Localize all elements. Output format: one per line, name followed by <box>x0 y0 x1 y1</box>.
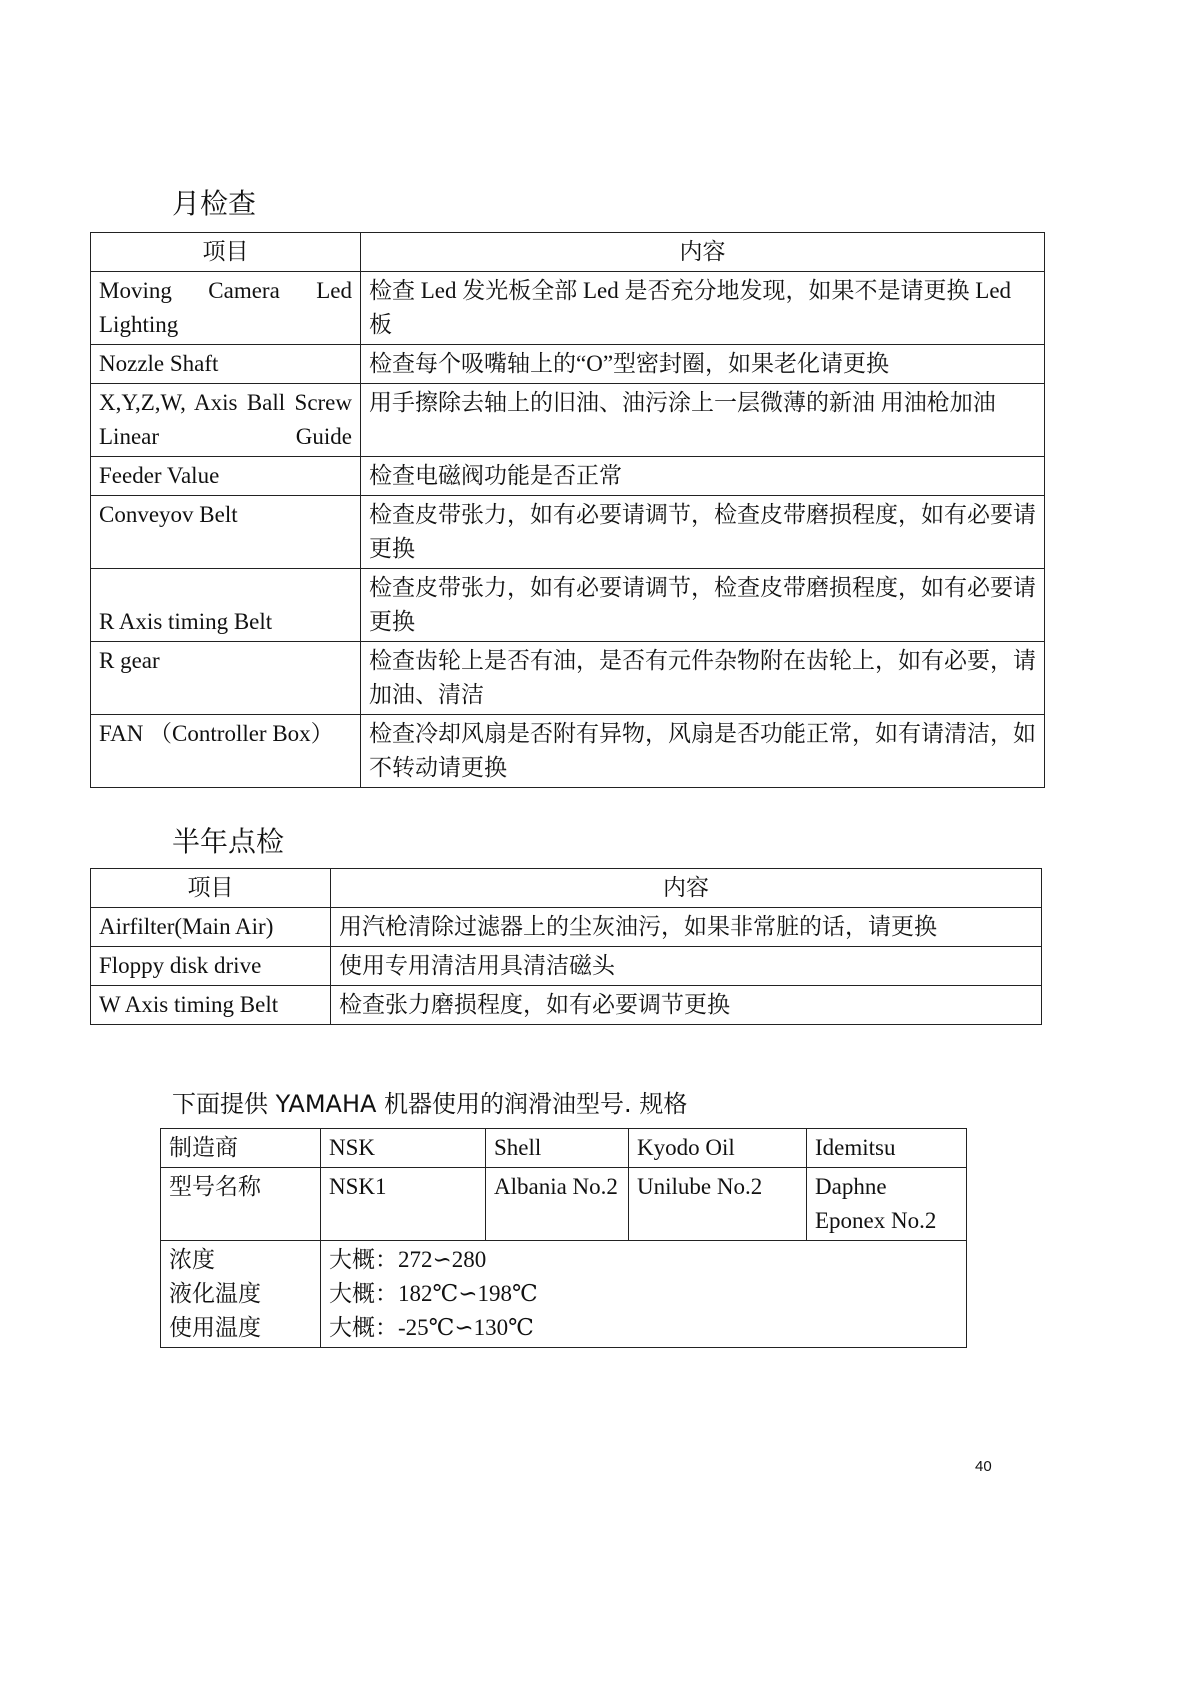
maker-cell: Shell <box>486 1129 629 1168</box>
model-cell: NSK1 <box>321 1168 486 1241</box>
page-number: 40 <box>975 1458 992 1475</box>
table-row <box>91 384 1045 457</box>
content-cell: 检查齿轮上是否有油，是否有元件杂物附在齿轮上，如有必要，请加油、清洁 <box>361 642 1045 715</box>
content-cell: 检查张力磨损程度，如有必要调节更换 <box>331 986 1042 1025</box>
item-cell: FAN （Controller Box） <box>91 715 361 788</box>
item-cell: Nozzle Shaft <box>91 345 361 384</box>
content-cell: 检查皮带张力，如有必要请调节，检查皮带磨损程度，如有必要请更换 <box>361 569 1045 642</box>
item-cell: Moving Camera Led Lighting <box>91 272 361 345</box>
item-cell: Airfilter(Main Air) <box>91 908 331 947</box>
maker-cell: NSK <box>321 1129 486 1168</box>
content-cell: 检查皮带张力，如有必要请调节，检查皮带磨损程度，如有必要请更换 <box>361 496 1045 569</box>
maker-label: 制造商 <box>161 1129 321 1168</box>
spec-value: 大概：182℃∽198℃ <box>329 1281 538 1306</box>
lubricant-table <box>160 1128 967 1348</box>
item-cell: Floppy disk drive <box>91 947 331 986</box>
monthly-title: 月检查 <box>172 187 257 220</box>
table-row <box>91 715 1045 788</box>
item-cell: Feeder Value <box>91 457 361 496</box>
spec-row <box>161 1241 967 1348</box>
table-row <box>91 947 1042 986</box>
header-content: 内容 <box>331 869 1042 908</box>
table-row <box>91 569 1045 642</box>
spec-label: 液化温度 <box>169 1281 261 1306</box>
content-cell: 检查冷却风扇是否附有异物，风扇是否功能正常，如有请清洁，如不转动请更换 <box>361 715 1045 788</box>
spec-labels <box>161 1241 321 1348</box>
spec-values <box>321 1241 967 1348</box>
model-cell: Albania No.2 <box>486 1168 629 1241</box>
model-label: 型号名称 <box>161 1168 321 1241</box>
table-row <box>91 496 1045 569</box>
item-cell: W Axis timing Belt <box>91 986 331 1025</box>
model-cell: Unilube No.2 <box>629 1168 807 1241</box>
table-row <box>91 986 1042 1025</box>
model-cell: Daphne Eponex No.2 <box>807 1168 967 1241</box>
lubricant-intro: 下面提供 YAMAHA 机器使用的润滑油型号. 规格 <box>172 1090 688 1118</box>
model-row <box>161 1168 967 1241</box>
spec-label: 浓度 <box>169 1247 215 1272</box>
spec-label: 使用温度 <box>169 1315 261 1340</box>
table-row <box>91 908 1042 947</box>
maker-cell: Kyodo Oil <box>629 1129 807 1168</box>
halfyear-title: 半年点检 <box>172 825 285 858</box>
item-cell: X,Y,Z,W, Axis Ball Screw Linear Guide <box>91 384 361 457</box>
table-header <box>91 869 1042 908</box>
table-row <box>91 457 1045 496</box>
table-row <box>91 642 1045 715</box>
content-cell: 检查 Led 发光板全部 Led 是否充分地发现，如果不是请更换 Led 板 <box>361 272 1045 345</box>
spec-value: 大概：272∽280 <box>329 1247 487 1272</box>
item-cell: R Axis timing Belt <box>91 569 361 642</box>
header-item: 项目 <box>91 233 361 272</box>
content-cell: 检查每个吸嘴轴上的“O”型密封圈，如果老化请更换 <box>361 345 1045 384</box>
item-cell: R gear <box>91 642 361 715</box>
spec-value: 大概：-25℃∽130℃ <box>329 1315 534 1340</box>
monthly-table <box>90 232 1045 788</box>
content-cell: 检查电磁阀功能是否正常 <box>361 457 1045 496</box>
header-item: 项目 <box>91 869 331 908</box>
content-cell: 用汽枪清除过滤器上的尘灰油污，如果非常脏的话，请更换 <box>331 908 1042 947</box>
table-header <box>91 233 1045 272</box>
maker-row <box>161 1129 967 1168</box>
table-row <box>91 345 1045 384</box>
header-content: 内容 <box>361 233 1045 272</box>
item-cell: Conveyov Belt <box>91 496 361 569</box>
content-cell: 使用专用清洁用具清洁磁头 <box>331 947 1042 986</box>
halfyear-table <box>90 868 1042 1025</box>
table-row <box>91 272 1045 345</box>
maker-cell: Idemitsu <box>807 1129 967 1168</box>
content-cell: 用手擦除去轴上的旧油、油污涂上一层微薄的新油 用油枪加油 <box>361 384 1045 457</box>
